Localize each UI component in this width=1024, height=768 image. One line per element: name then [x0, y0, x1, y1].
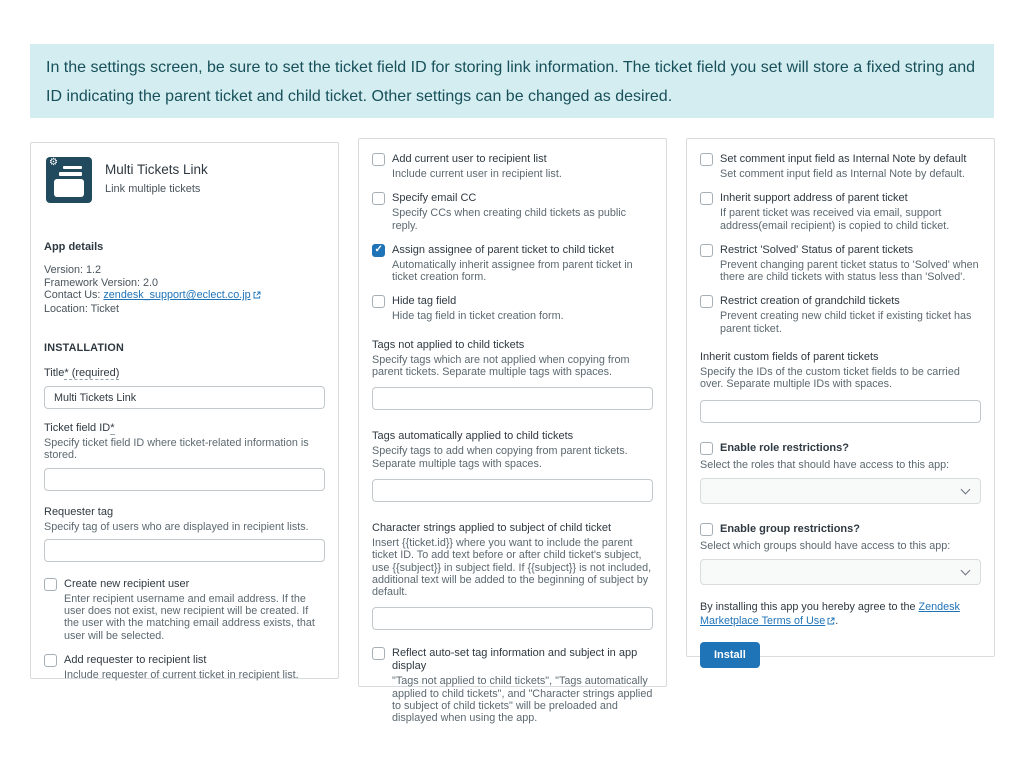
checkbox-description: Include current user in recipient list.: [392, 168, 562, 180]
app-location: Location: Ticket: [44, 302, 120, 315]
group-restrictions-group: [700, 523, 981, 585]
contact-email-link[interactable]: zendesk_support@eclect.co.jp: [103, 289, 251, 301]
tags-not-applied-label: Tags not applied to child tickets: [372, 338, 525, 351]
checkbox-label[interactable]: Enable role restrictions?: [720, 441, 849, 454]
checkbox-description: Specify CCs when creating child tickets as public reply.: [392, 207, 627, 232]
title-field-group: [44, 367, 325, 409]
checkbox-label[interactable]: Inherit support address of parent ticket: [720, 192, 908, 205]
installation-heading: INSTALLATION: [44, 342, 124, 354]
restrict-solved-status-checkbox[interactable]: [700, 244, 713, 257]
app-summary-card: [30, 142, 339, 682]
checkbox-row: [700, 192, 981, 232]
chevron-down-icon: [961, 566, 971, 576]
checkbox-label[interactable]: Specify email CC: [392, 192, 477, 205]
title-input[interactable]: [44, 386, 325, 409]
checkbox-label[interactable]: Set comment input field as Internal Note by default: [720, 153, 967, 165]
requester-tag-input[interactable]: [44, 539, 325, 562]
checkbox-description: Automatically inherit assignee from parent ticket in ticket creation form.: [392, 258, 633, 284]
create-new-recipient-checkbox[interactable]: [44, 578, 57, 591]
checkbox-row: [44, 578, 325, 642]
add-current-user-checkbox[interactable]: [372, 153, 385, 166]
checkbox-description: If parent ticket was received via email, support address(email recipient) is copied to child ticket.: [720, 207, 950, 232]
app-details-heading: App details: [44, 241, 104, 253]
requester-tag-label: Requester tag: [44, 505, 114, 518]
terms-of-use-link[interactable]: Zendesk Marketplace Terms of Use: [700, 601, 960, 627]
terms-text: By installing this app you hereby agree to the Zendesk Marketplace Terms of Use .: [700, 601, 981, 629]
checkbox-row: [372, 244, 653, 284]
role-restrictions-description: Select the roles that should have access to this app:: [700, 458, 950, 471]
install-button[interactable]: Install: [700, 642, 760, 668]
inherit-custom-fields-description: Specify the IDs of the custom ticket fields to be carried over. Separate multiple IDs with spaces.: [700, 366, 960, 391]
checkbox-row: [700, 295, 981, 335]
specify-email-cc-checkbox[interactable]: [372, 192, 385, 205]
checkbox-description: Prevent creating new child ticket if existing ticket has parent ticket.: [720, 310, 972, 335]
ticket-field-id-group: [44, 422, 325, 491]
checkbox-row: [372, 192, 653, 232]
gear-icon: ⚙: [49, 157, 58, 168]
checkbox-label[interactable]: Restrict 'Solved' Status of parent tickets: [720, 243, 914, 256]
enable-role-restrictions-checkbox[interactable]: [700, 442, 713, 455]
subject-strings-input[interactable]: [372, 607, 653, 630]
checkbox-label[interactable]: Hide tag field: [392, 295, 457, 308]
checkbox-description: Include requester of current ticket in recipient list.: [64, 669, 299, 682]
tags-not-applied-group: [372, 339, 653, 411]
tags-auto-label: Tags automatically applied to child tickets: [372, 430, 574, 443]
hide-tag-field-checkbox[interactable]: [372, 295, 385, 308]
tags-not-applied-description: Specify tags which are not applied when copying from parent tickets. Separate multiple tags with spaces.: [372, 353, 630, 379]
checkbox-row: [372, 295, 653, 322]
checkbox-row: [700, 244, 981, 284]
restrict-grandchild-checkbox[interactable]: [700, 295, 713, 308]
requester-tag-description: Specify tag of users who are displayed in recipient lists.: [44, 520, 309, 533]
title-field-label: Title* (required): [44, 367, 120, 379]
inherit-support-address-checkbox[interactable]: [700, 192, 713, 205]
settings-card-right: [686, 138, 995, 662]
settings-card-middle: [358, 138, 667, 725]
reflect-auto-set-checkbox[interactable]: [372, 647, 385, 660]
roles-select[interactable]: [700, 478, 981, 504]
checkbox-row: [700, 153, 981, 180]
tags-not-applied-input[interactable]: [372, 387, 653, 410]
subject-strings-description: Insert {{ticket.id}} where you want to include the parent ticket ID. To add text before or after child ticket's subject, use {{subject}} in subject field. If {{subject}} is not included, additional text will be added to the beginning of subject by default.: [372, 536, 652, 599]
assign-assignee-checkbox[interactable]: [372, 244, 385, 257]
ticket-field-id-input[interactable]: [44, 468, 325, 491]
checkbox-row: [44, 654, 325, 681]
app-logo-icon: [46, 157, 92, 203]
checkbox-description: Hide tag field in ticket creation form.: [392, 310, 564, 323]
app-contact: Contact Us: zendesk_support@eclect.co.jp: [44, 289, 325, 303]
chevron-down-icon: [961, 485, 971, 495]
info-banner: [30, 44, 994, 118]
group-restrictions-description: Select which groups should have access to this app:: [700, 539, 951, 552]
inherit-custom-fields-label: Inherit custom fields of parent tickets: [700, 351, 879, 364]
app-version: Version: 1.2: [44, 264, 102, 276]
checkbox-description: Enter recipient username and email address. If the user does not exist, new recipient will be created. If the user with the matching email address exists, that user will be selected.: [64, 592, 315, 642]
checkbox-label[interactable]: Restrict creation of grandchild tickets: [720, 295, 900, 308]
checkbox-label[interactable]: Assign assignee of parent ticket to child ticket: [392, 243, 614, 256]
required-indicator: *: [110, 422, 115, 434]
add-requester-checkbox[interactable]: [44, 654, 57, 667]
checkbox-label[interactable]: Reflect auto-set tag information and subject in app display: [392, 647, 638, 673]
checkbox-label[interactable]: Enable group restrictions?: [720, 522, 860, 535]
checkbox-row: [372, 153, 653, 180]
groups-select[interactable]: [700, 559, 981, 585]
app-framework-version: Framework Version: 2.0: [44, 276, 159, 289]
tags-auto-description: Specify tags to add when copying from parent tickets. Separate multiple tags with spaces.: [372, 445, 628, 470]
tags-auto-group: [372, 430, 653, 502]
inherit-custom-fields-input[interactable]: [700, 400, 981, 423]
checkbox-label[interactable]: Add requester to recipient list: [64, 654, 207, 667]
required-indicator: * (required): [64, 367, 120, 379]
app-title: Multi Tickets Link: [105, 162, 208, 177]
app-header: [46, 157, 325, 203]
app-subtitle: Link multiple tickets: [105, 183, 201, 195]
checkbox-label[interactable]: Create new recipient user: [64, 577, 190, 590]
role-restrictions-group: [700, 442, 981, 504]
requester-tag-group: [44, 506, 325, 562]
internal-note-default-checkbox[interactable]: [700, 153, 713, 166]
external-link-icon: [253, 290, 261, 303]
checkbox-description: Set comment input field as Internal Note by default.: [720, 168, 965, 180]
checkbox-label[interactable]: Add current user to recipient list: [392, 153, 547, 165]
inherit-custom-fields-group: [700, 351, 981, 423]
subject-strings-label: Character strings applied to subject of child ticket: [372, 521, 612, 534]
tags-auto-input[interactable]: [372, 479, 653, 502]
checkbox-description: "Tags not applied to child tickets", "Tags automatically applied to child tickets", and "Character strings applied to subject of child tickets" will be preloaded and displayed when using the app.: [392, 675, 653, 725]
ticket-field-id-description: Specify ticket field ID where ticket-related information is stored.: [44, 437, 309, 462]
subject-strings-group: [372, 522, 653, 630]
enable-group-restrictions-checkbox[interactable]: [700, 523, 713, 536]
checkbox-row: [372, 647, 653, 724]
checkbox-description: Prevent changing parent ticket status to 'Solved' when there are child tickets with status less than 'Solved'.: [720, 258, 979, 284]
info-banner-text: In the settings screen, be sure to set the ticket field ID for storing link information. The ticket field you set will store a fixed string and ID indicating the parent ticket and child ticket. Other settings can be changed as desired.: [46, 59, 976, 105]
ticket-field-id-label: Ticket field ID*: [44, 422, 115, 434]
